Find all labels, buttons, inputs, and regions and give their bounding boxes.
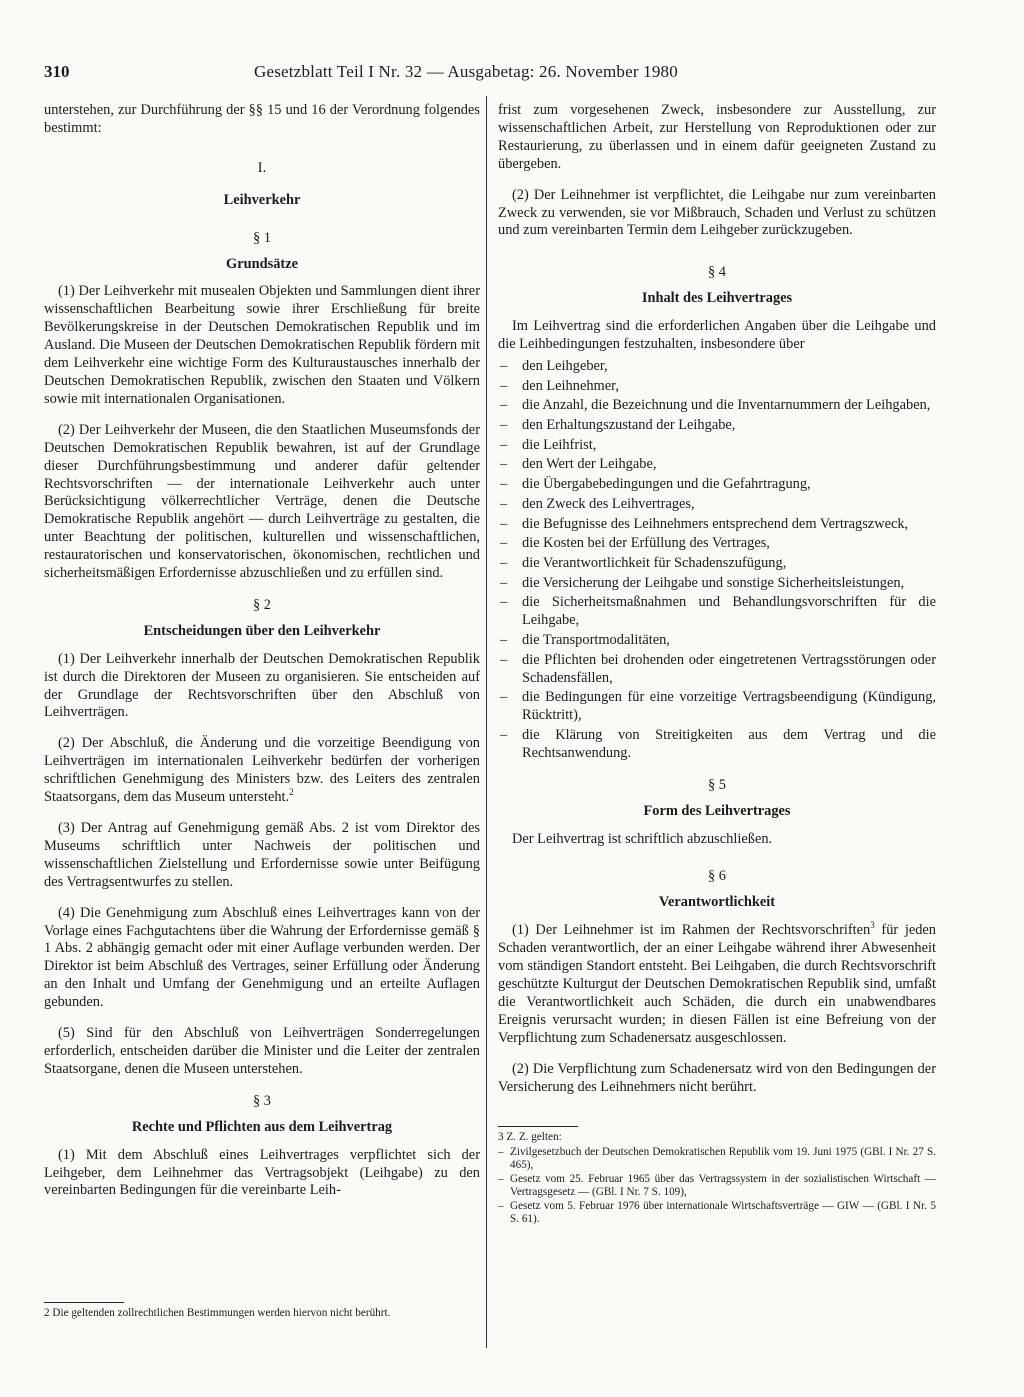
section-3-continued: frist zum vorgesehenen Zweck, insbesondere zur Ausstellung, zur wissenschaftlichen Arbeit, zur Herstellung von Reproduktionen oder zur Restaurierung, zu überlassen und in einem dafür geeigneten Zustand zu übergeben. <box>498 102 936 172</box>
list-item: – den Leihgeber, <box>498 358 936 376</box>
list-item: – den Erhaltungszustand der Leihgabe, <box>498 417 936 435</box>
section-4-intro: Im Leihvertrag sind die erforderlichen Angaben über die Leihgabe und die Leihbedingungen festzuhalten, insbesondere über <box>498 318 936 353</box>
chapter-number: I. <box>257 159 267 176</box>
section-6-number: § 6 <box>708 868 726 885</box>
footnote-rule <box>498 1126 578 1127</box>
list-item: – die Transportmodalitäten, <box>498 632 936 650</box>
footnote-list-item: – Zivilgesetzbuch der Deutschen Demokratischen Republik vom 19. Juni 1975 (GBl. I Nr. 27 S. 465), <box>498 1146 936 1172</box>
section-4-list <box>498 358 936 763</box>
chapter-title: Leihverkehr <box>223 191 301 208</box>
section-5-title: Form des Leihvertrages <box>643 802 791 819</box>
list-item: – den Wert der Leihgabe, <box>498 456 936 474</box>
section-3-number: § 3 <box>253 1092 271 1109</box>
list-item: – den Leihnehmer, <box>498 378 936 396</box>
list-item: – die Leihfrist, <box>498 437 936 455</box>
section-2-paragraph-2 <box>44 735 480 807</box>
list-item: – die Anzahl, die Bezeichnung und die Inventarnummern der Leihgaben, <box>498 397 936 415</box>
section-2-number: § 2 <box>253 596 271 613</box>
section-2-paragraph-2-text: (2) Der Abschluß, die Änderung und die vorzeitige Beendigung von Leihverträgen im internationalen Leihverkehr bedürfen der vorherigen schriftlichen Genehmigung des Ministers bzw. des Leiters des zentralen Staatsorgans, dem das Museum untersteht. <box>44 735 480 806</box>
intro-text: unterstehen, zur Durchführung der §§ 15 und 16 der Verordnung folgendes bestimmt: <box>44 102 480 136</box>
section-4-number: § 4 <box>708 264 726 281</box>
section-1-paragraph-2: (2) Der Leihverkehr der Museen, die den Staatlichen Museumsfonds der Deutschen Demokratischen Republik bewahren, ist auf der Grundlage dieser Durchführungsbestimmung und anderer dafür geltender Rechtsvorschriften — der internationale Leihverkehr auch unter Berücksichtigung völkerrechtlicher Verträge, denen die Deutsche Demokratische Republik angehört — durch Leihverträge zu gestalten, die unter Beachtung der politischen, kulturellen und wissenschaftlichen, restauratorischen und konservatorischen, ökonomischen, rechtlichen und sicherheitsmäßigen Erfordernisse abzuschließen und zu erfüllen sind. <box>44 421 480 582</box>
list-item: – die Bedingungen für eine vorzeitige Vertragsbeendigung (Kündigung, Rücktritt), <box>498 689 936 725</box>
list-item: – die Verantwortlichkeit für Schadenszufügung, <box>498 555 936 573</box>
list-item: – die Übergabebedingungen und die Gefahrtragung, <box>498 476 936 494</box>
section-2-paragraph-3: (3) Der Antrag auf Genehmigung gemäß Abs. 2 ist vom Direktor des Museums schriftlich unter Nachweis der politischen und wissenschaftlichen Zielstellung und Erfordernisse sowie unter Beifügung des Vertragsentwurfes zu stellen. <box>44 820 480 890</box>
section-6-title: Verantwortlichkeit <box>658 894 776 911</box>
section-5-number: § 5 <box>708 776 726 793</box>
list-item: – die Kosten bei der Erfüllung des Vertrages, <box>498 535 936 553</box>
footnote-list-item: – Gesetz vom 5. Februar 1976 über internationale Wirtschaftsverträge — GIW — (GBl. I Nr. 5 S. 61). <box>498 1200 936 1226</box>
section-1-title: Grundsätze <box>226 255 298 272</box>
list-item: – die Klärung von Streitigkeiten aus dem Vertrag und die Rechtsanwendung. <box>498 727 936 763</box>
right-column <box>498 102 936 1227</box>
section-3-paragraph-2: (2) Der Leihnehmer ist verpflichtet, die Leihgabe nur zum vereinbarten Zweck zu verwenden, sie vor Mißbrauch, Schaden und Verlust zu schützen und zum vereinbarten Termin dem Leihgeber zurückzugeben. <box>498 186 936 239</box>
running-title: Gesetzblatt Teil I Nr. 32 — Ausgabetag: 26. November 1980 <box>254 62 678 81</box>
section-1-number: § 1 <box>253 229 271 246</box>
section-6-paragraph-1-a: (1) Der Leihnehmer ist im Rahmen der Rechtsvorschriften <box>512 922 871 939</box>
footnote-ref-3: 3 <box>870 920 875 931</box>
footnote-3-list <box>498 1146 936 1226</box>
section-5-paragraph-1: Der Leihvertrag ist schriftlich abzuschließen. <box>512 830 773 847</box>
section-6-paragraph-2: (2) Die Verpflichtung zum Schadenersatz wird von den Bedingungen der Versicherung des Leihnehmers nicht berührt. <box>498 1060 936 1095</box>
list-item: – die Pflichten bei drohenden oder eingetretenen Vertragsstörungen oder Schadensfällen, <box>498 652 936 688</box>
footnote-2-text: 2 Die geltenden zollrechtlichen Bestimmungen werden hiervon nicht berührt. <box>44 1307 391 1319</box>
list-item: – den Zweck des Leihvertrages, <box>498 496 936 514</box>
page-header <box>44 62 940 86</box>
section-2-title: Entscheidungen über den Leihverkehr <box>143 622 381 639</box>
section-2-paragraph-1: (1) Der Leihverkehr innerhalb der Deutschen Demokratischen Republik ist durch die Direktoren der Museen zu organisieren. Sie entscheiden auf der Grundlage der Rechtsvorschriften über den Abschluß von Leihverträgen. <box>44 650 480 721</box>
section-2-paragraph-5: (5) Sind für den Abschluß von Leihverträgen Sonderregelungen erforderlich, entscheiden darüber die Minister und die Leiter der zentralen Staatsorgane, denen die Museen unterstehen. <box>44 1025 480 1077</box>
section-6-paragraph-1 <box>498 922 936 1047</box>
list-item: – die Versicherung der Leihgabe und sonstige Sicherheitsleistungen, <box>498 575 936 593</box>
column-divider <box>486 96 487 1348</box>
footnote-list-item: – Gesetz vom 25. Februar 1965 über das Vertragssystem in der sozialistischen Wirtschaft — Vertragsgesetz — (GBl. I Nr. 7 S. 109), <box>498 1173 936 1199</box>
page-number: 310 <box>44 62 70 81</box>
footnote-3 <box>498 1126 936 1226</box>
section-3-paragraph-1: (1) Mit dem Abschluß eines Leihvertrages verpflichtet sich der Leihgeber, dem Leihnehmer das Vertragsobjekt (Leihgabe) zu den vereinbarten Bedingungen für die vereinbarte Leih- <box>44 1146 480 1199</box>
footnote-ref-2: 2 <box>289 787 294 798</box>
section-4-title: Inhalt des Leihvertrages <box>641 290 793 307</box>
section-3-title: Rechte und Pflichten aus dem Leihvertrag <box>131 1118 393 1135</box>
footnote-2 <box>44 1302 480 1320</box>
footnote-rule <box>44 1302 124 1303</box>
section-2-paragraph-4: (4) Die Genehmigung zum Abschluß eines Leihvertrages kann von der Vorlage eines Fachgutachtens über die Wahrung der Erfordernisse gemäß § 1 Abs. 2 abhängig gemacht oder mit einer Auflage verbunden werden. Der Direktor ist beim Abschluß des Vertrages, seiner Erfüllung oder Änderung an den Inhalt und Umfang der Genehmigung und an erteilte Auflagen gebunden. <box>44 904 480 1011</box>
section-6-paragraph-1-b: für jeden Schaden verantwortlich, der an einer Leihgabe während ihrer Abwesenheit vom ständigen Standort entsteht. Bei Leihgaben, die durch Rechtsvorschrift geschützte Kulturgut der Deutschen Demokratischen Republik sind, umfaßt die Verantwortlichkeit auch Schäden, die durch ein unabwendbares Ereignis verursacht wurden; in diesen Fällen ist eine Befreiung von der Verpflichtung zum Schadenersatz ausgeschlossen. <box>498 922 936 1046</box>
left-column <box>44 102 480 1213</box>
list-item: – die Befugnisse des Leihnehmers entsprechend dem Vertragszweck, <box>498 516 936 534</box>
list-item: – die Sicherheitsmaßnahmen und Behandlungsvorschriften für die Leihgabe, <box>498 594 936 630</box>
footnote-3-head: 3 Z. Z. gelten: <box>498 1131 562 1144</box>
section-1-paragraph-1: (1) Der Leihverkehr mit musealen Objekten und Sammlungen dient ihrer wissenschaftlichen Bearbeitung sowie ihrer Erschließung für breite Bevölkerungskreise in der Deutschen Demokratischen Republik und im Ausland. Die Museen der Deutschen Demokratischen Republik fördern mit dem Leihverkehr eine wichtige Form des Kulturaustausches innerhalb der Deutschen Demokratischen Republik, zwischen den Staaten und Völkern sowie mit internationalen Organisationen. <box>44 283 480 407</box>
